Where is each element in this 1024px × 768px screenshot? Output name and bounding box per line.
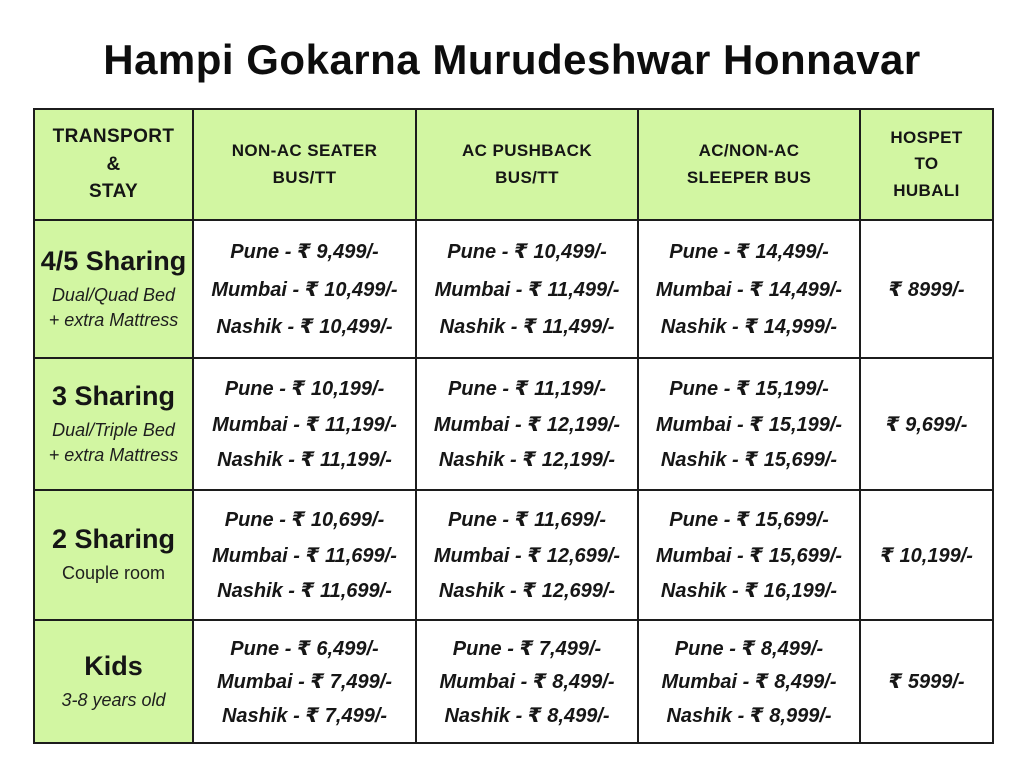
price-cell-4-5-sharing-non-ac-seater <box>194 221 417 359</box>
page-title: Hampi Gokarna Murudeshwar Honnavar <box>103 36 921 83</box>
header-line: SLEEPER BUS <box>686 167 812 187</box>
price-line-nashik: Nashik - ₹ 8,999/- <box>666 704 832 727</box>
price-line-pune: Pune - ₹ 10,699/- <box>224 509 385 532</box>
price-cell-2-sharing-hospet-hubali <box>861 491 992 621</box>
price-line-pune: Pune - ₹ 7,499/- <box>452 637 602 660</box>
price-line-nashik: Nashik - ₹ 7,499/- <box>221 704 388 727</box>
price-cell-3-sharing-ac-pushback <box>417 359 639 491</box>
price-line-nashik: Nashik - ₹ 10,499/- <box>216 315 393 338</box>
column-header-non-ac-seater <box>194 110 417 221</box>
price-cell-kids-non-ac-seater <box>194 621 417 742</box>
price-line-mumbai: Mumbai - ₹ 14,499/- <box>655 278 843 301</box>
price-cell-4-5-sharing-hospet-hubali <box>861 221 992 359</box>
header-line: TRANSPORT <box>52 126 175 148</box>
price-line-mumbai: Mumbai - ₹ 11,199/- <box>212 413 397 436</box>
column-header-transport-stay <box>35 110 194 221</box>
category-title: 2 Sharing <box>51 524 176 555</box>
price-line-nashik: Nashik - ₹ 11,499/- <box>439 315 615 338</box>
price-value: ₹ 5999/- <box>888 671 965 693</box>
price-line-nashik: Nashik - ₹ 14,999/- <box>660 315 838 338</box>
price-line-nashik: Nashik - ₹ 12,699/- <box>438 579 616 602</box>
price-cell-3-sharing-sleeper <box>639 359 861 491</box>
price-line-mumbai: Mumbai - ₹ 12,699/- <box>433 544 621 567</box>
header-line: HUBALI <box>893 180 960 200</box>
price-line-mumbai: Mumbai - ₹ 15,199/- <box>655 413 843 436</box>
price-cell-kids-hospet-hubali <box>861 621 992 742</box>
category-subtitle: Couple room <box>61 563 166 584</box>
column-header-sleeper-bus <box>639 110 861 221</box>
header-line: BUS/TT <box>272 167 337 187</box>
price-line-mumbai: Mumbai - ₹ 8,499/- <box>661 671 837 693</box>
header-line: TO <box>914 154 939 174</box>
category-subtitle: Dual/Quad Bed + extra Mattress <box>48 285 179 330</box>
price-line-mumbai: Mumbai - ₹ 11,499/- <box>434 278 620 301</box>
header-line: AC PUSHBACK <box>461 141 593 161</box>
price-line-mumbai: Mumbai - ₹ 11,699/- <box>212 544 397 567</box>
price-line-nashik: Nashik - ₹ 15,699/- <box>660 449 838 472</box>
price-line-pune: Pune - ₹ 9,499/- <box>230 241 379 264</box>
price-line-mumbai: Mumbai - ₹ 12,199/- <box>433 413 621 436</box>
price-line-mumbai: Mumbai - ₹ 8,499/- <box>439 671 615 693</box>
category-title: 3 Sharing <box>51 381 176 412</box>
price-line-pune: Pune - ₹ 10,499/- <box>447 241 607 264</box>
price-line-pune: Pune - ₹ 11,699/- <box>447 509 607 532</box>
price-line-pune: Pune - ₹ 15,699/- <box>669 509 829 532</box>
price-line-nashik: Nashik - ₹ 12,199/- <box>438 449 616 472</box>
price-value: ₹ 8999/- <box>888 278 965 301</box>
column-header-hospet-hubali <box>861 110 992 221</box>
price-value: ₹ 9,699/- <box>885 413 968 436</box>
header-line: NON-AC SEATER <box>231 141 378 161</box>
price-line-nashik: Nashik - ₹ 11,199/- <box>217 449 392 472</box>
category-cell-kids <box>35 621 194 742</box>
price-line-mumbai: Mumbai - ₹ 10,499/- <box>211 278 398 301</box>
price-cell-4-5-sharing-sleeper <box>639 221 861 359</box>
category-subtitle: 3-8 years old <box>61 689 166 710</box>
category-cell-3-sharing <box>35 359 194 491</box>
category-title: 4/5 Sharing <box>40 246 187 277</box>
price-line-pune: Pune - ₹ 8,499/- <box>674 637 824 660</box>
price-cell-4-5-sharing-ac-pushback <box>417 221 639 359</box>
price-line-nashik: Nashik - ₹ 11,699/- <box>217 579 392 602</box>
price-cell-2-sharing-ac-pushback <box>417 491 639 621</box>
price-cell-2-sharing-non-ac-seater <box>194 491 417 621</box>
header-line: STAY <box>88 181 139 203</box>
price-line-nashik: Nashik - ₹ 8,499/- <box>444 704 610 727</box>
price-line-mumbai: Mumbai - ₹ 7,499/- <box>216 671 393 693</box>
price-line-pune: Pune - ₹ 15,199/- <box>669 377 829 400</box>
price-cell-kids-sleeper <box>639 621 861 742</box>
header-line: AC/NON-AC <box>698 141 800 161</box>
category-cell-4-5-sharing <box>35 221 194 359</box>
price-line-pune: Pune - ₹ 10,199/- <box>224 377 385 400</box>
price-line-pune: Pune - ₹ 6,499/- <box>230 637 379 660</box>
price-cell-3-sharing-non-ac-seater <box>194 359 417 491</box>
category-cell-2-sharing <box>35 491 194 621</box>
column-header-ac-pushback <box>417 110 639 221</box>
price-line-mumbai: Mumbai - ₹ 15,699/- <box>655 544 843 567</box>
pricing-table <box>33 108 994 744</box>
price-line-nashik: Nashik - ₹ 16,199/- <box>660 579 838 602</box>
price-line-pune: Pune - ₹ 14,499/- <box>669 241 829 264</box>
price-cell-3-sharing-hospet-hubali <box>861 359 992 491</box>
header-line: & <box>106 153 121 175</box>
header-line: BUS/TT <box>495 167 559 187</box>
header-line: HOSPET <box>890 127 963 147</box>
category-title: Kids <box>84 650 143 681</box>
price-value: ₹ 10,199/- <box>880 544 973 567</box>
price-cell-2-sharing-sleeper <box>639 491 861 621</box>
category-subtitle: Dual/Triple Bed + extra Mattress <box>48 420 179 465</box>
price-line-pune: Pune - ₹ 11,199/- <box>447 377 607 400</box>
price-cell-kids-ac-pushback <box>417 621 639 742</box>
